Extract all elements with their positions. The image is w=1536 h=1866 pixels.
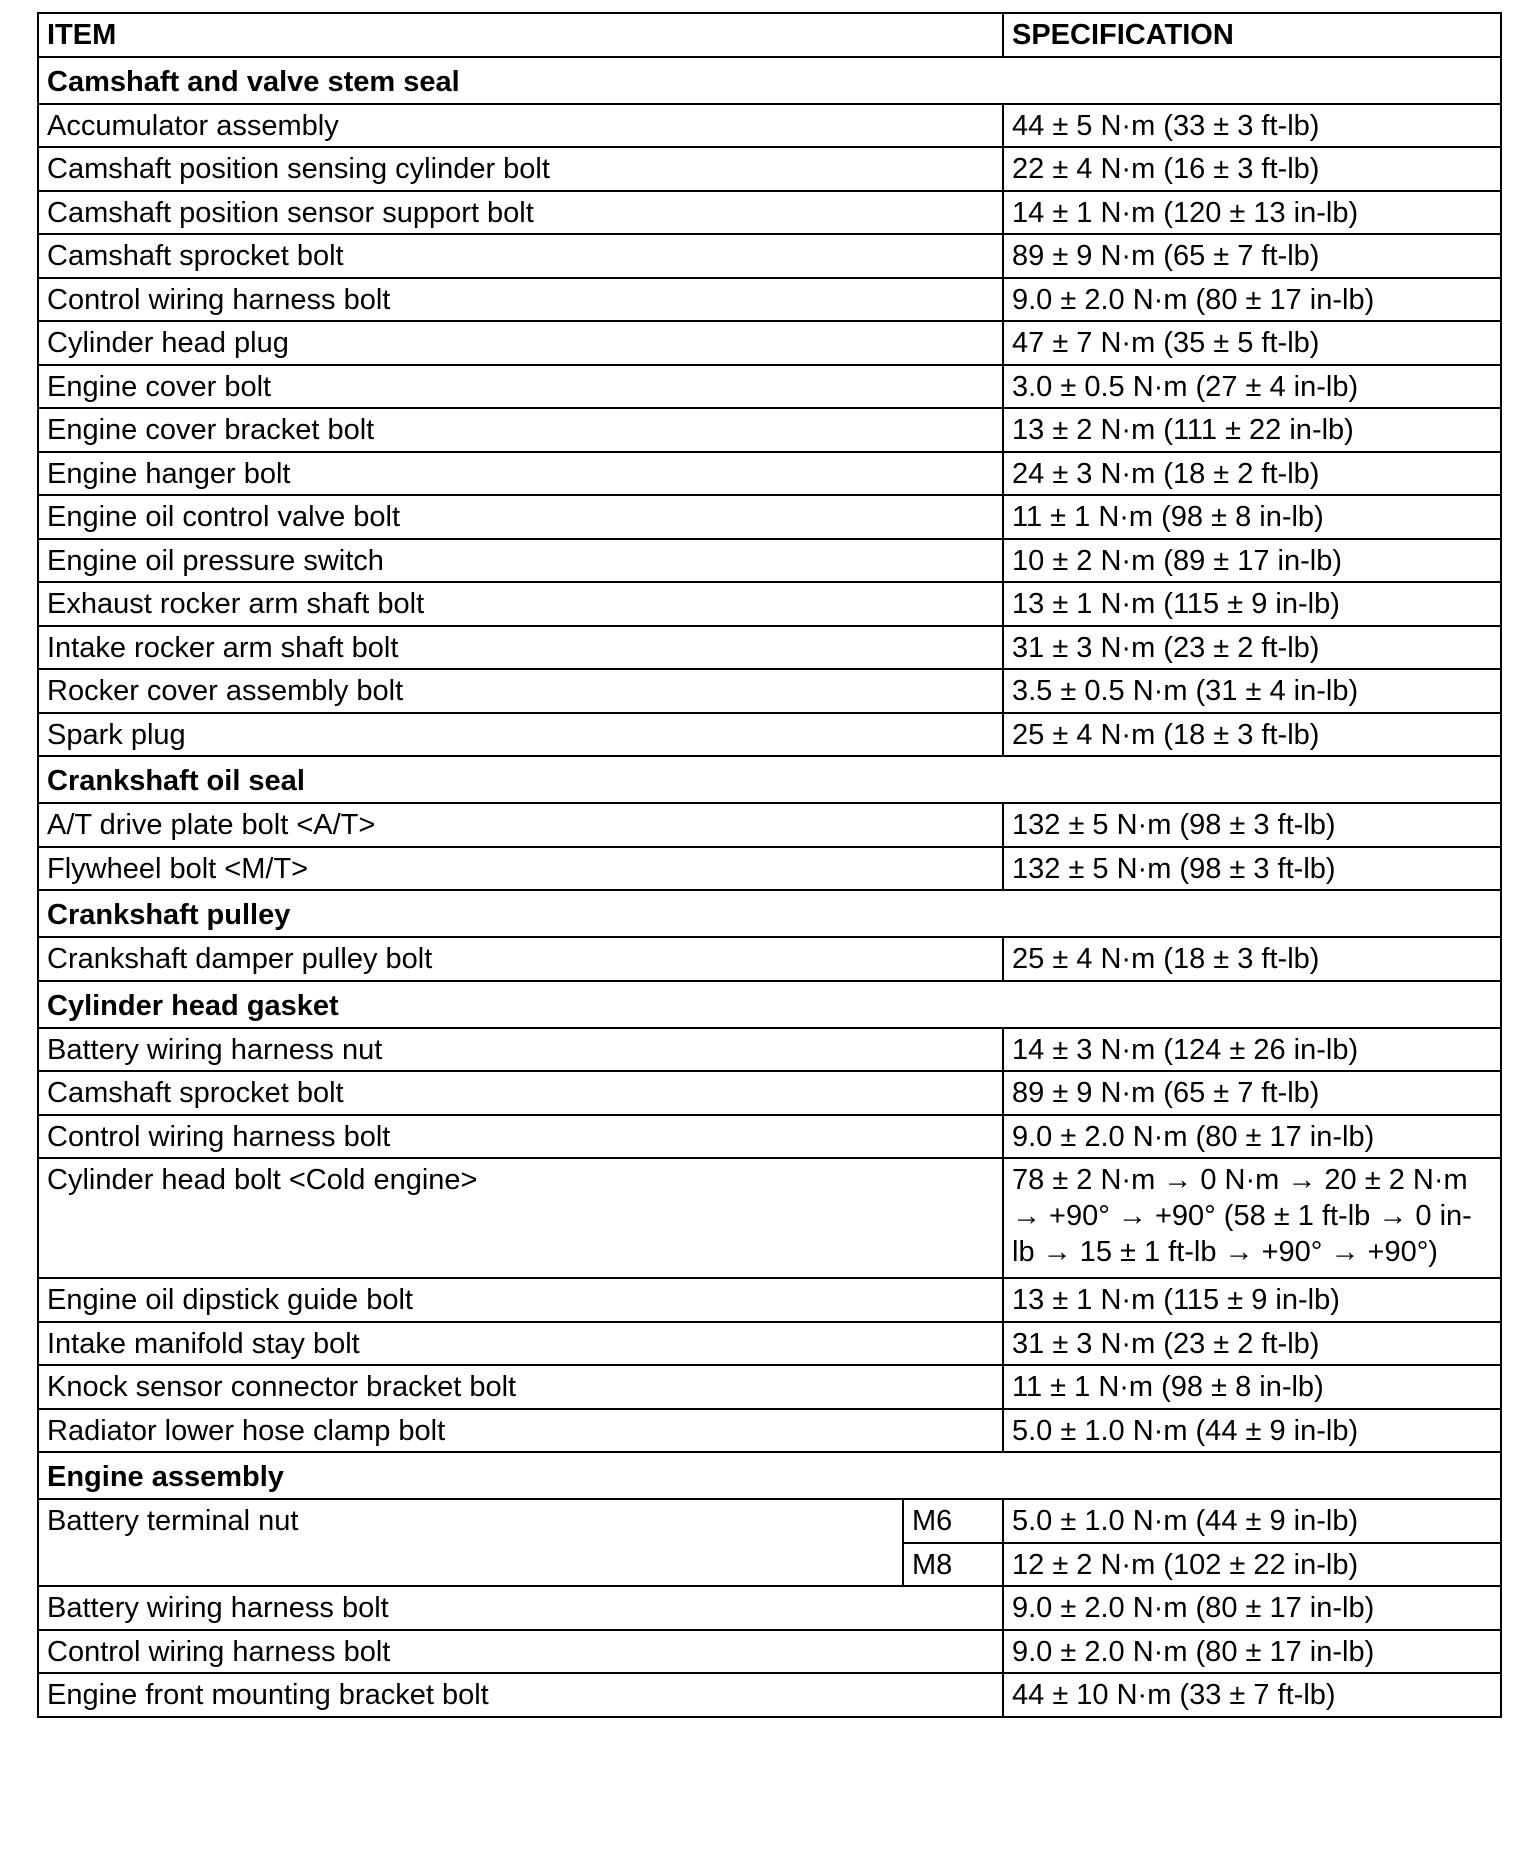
spec-cell: 44 ± 5 N·m (33 ± 3 ft-lb) <box>1003 104 1501 148</box>
table-row <box>38 1115 1501 1159</box>
spec-cell: 47 ± 7 N·m (35 ± 5 ft-lb) <box>1003 321 1501 365</box>
item-cell: Accumulator assembly <box>38 104 1003 148</box>
table-row <box>38 452 1501 496</box>
table-header-row <box>38 13 1501 57</box>
spec-cell: 3.0 ± 0.5 N·m (27 ± 4 in-lb) <box>1003 365 1501 409</box>
spec-cell: 13 ± 1 N·m (115 ± 9 in-lb) <box>1003 1278 1501 1322</box>
table-row <box>38 495 1501 539</box>
item-cell: A/T drive plate bolt <A/T> <box>38 803 1003 847</box>
table-row <box>38 408 1501 452</box>
table-row <box>38 1586 1501 1630</box>
table-row <box>38 1028 1501 1072</box>
section-title: Cylinder head gasket <box>38 981 1501 1028</box>
table-row <box>38 278 1501 322</box>
item-cell: Exhaust rocker arm shaft bolt <box>38 582 1003 626</box>
table-row <box>38 803 1501 847</box>
item-cell: Intake rocker arm shaft bolt <box>38 626 1003 670</box>
item-cell: Spark plug <box>38 713 1003 757</box>
item-cell: Engine oil pressure switch <box>38 539 1003 583</box>
specification-column-header: SPECIFICATION <box>1003 13 1501 57</box>
table-row <box>38 1365 1501 1409</box>
item-cell: Camshaft sprocket bolt <box>38 1071 1003 1115</box>
table-row <box>38 147 1501 191</box>
spec-cell: 9.0 ± 2.0 N·m (80 ± 17 in-lb) <box>1003 278 1501 322</box>
spec-cell: 14 ± 3 N·m (124 ± 26 in-lb) <box>1003 1028 1501 1072</box>
size-cell: M6 <box>903 1499 1003 1543</box>
spec-cell: 5.0 ± 1.0 N·m (44 ± 9 in-lb) <box>1003 1409 1501 1453</box>
item-cell: Camshaft position sensing cylinder bolt <box>38 147 1003 191</box>
section-row <box>38 756 1501 803</box>
table-row <box>38 321 1501 365</box>
torque-spec-table <box>37 12 1502 1718</box>
table-row <box>38 582 1501 626</box>
table-row <box>38 713 1501 757</box>
table-row <box>38 1322 1501 1366</box>
spec-cell: 25 ± 4 N·m (18 ± 3 ft-lb) <box>1003 937 1501 981</box>
size-cell: M8 <box>903 1543 1003 1587</box>
item-cell: Crankshaft damper pulley bolt <box>38 937 1003 981</box>
spec-cell: 22 ± 4 N·m (16 ± 3 ft-lb) <box>1003 147 1501 191</box>
table-row <box>38 1158 1501 1278</box>
spec-cell: 13 ± 2 N·m (111 ± 22 in-lb) <box>1003 408 1501 452</box>
item-column-header: ITEM <box>38 13 1003 57</box>
item-cell: Engine front mounting bracket bolt <box>38 1673 1003 1717</box>
item-cell: Engine oil dipstick guide bolt <box>38 1278 1003 1322</box>
item-cell: Flywheel bolt <M/T> <box>38 847 1003 891</box>
item-cell: Camshaft position sensor support bolt <box>38 191 1003 235</box>
spec-cell: 9.0 ± 2.0 N·m (80 ± 17 in-lb) <box>1003 1586 1501 1630</box>
spec-cell: 24 ± 3 N·m (18 ± 2 ft-lb) <box>1003 452 1501 496</box>
table-row <box>38 1499 1501 1543</box>
item-cell: Camshaft sprocket bolt <box>38 234 1003 278</box>
spec-cell: 11 ± 1 N·m (98 ± 8 in-lb) <box>1003 1365 1501 1409</box>
item-cell: Cylinder head bolt <Cold engine> <box>38 1158 1003 1278</box>
item-cell: Engine cover bracket bolt <box>38 408 1003 452</box>
section-title: Crankshaft pulley <box>38 890 1501 937</box>
section-title: Crankshaft oil seal <box>38 756 1501 803</box>
table-row <box>38 669 1501 713</box>
item-cell: Battery wiring harness nut <box>38 1028 1003 1072</box>
spec-cell: 31 ± 3 N·m (23 ± 2 ft-lb) <box>1003 1322 1501 1366</box>
table-row <box>38 365 1501 409</box>
table-row <box>38 1278 1501 1322</box>
table-row <box>38 626 1501 670</box>
table-row <box>38 1409 1501 1453</box>
table-row <box>38 191 1501 235</box>
table-row <box>38 1673 1501 1717</box>
table-row <box>38 1630 1501 1674</box>
item-cell: Cylinder head plug <box>38 321 1003 365</box>
section-row <box>38 981 1501 1028</box>
item-cell: Engine hanger bolt <box>38 452 1003 496</box>
spec-cell: 89 ± 9 N·m (65 ± 7 ft-lb) <box>1003 234 1501 278</box>
table-row <box>38 104 1501 148</box>
spec-cell: 9.0 ± 2.0 N·m (80 ± 17 in-lb) <box>1003 1115 1501 1159</box>
table-row <box>38 234 1501 278</box>
spec-cell: 13 ± 1 N·m (115 ± 9 in-lb) <box>1003 582 1501 626</box>
section-row <box>38 1452 1501 1499</box>
item-cell: Intake manifold stay bolt <box>38 1322 1003 1366</box>
spec-cell: 44 ± 10 N·m (33 ± 7 ft-lb) <box>1003 1673 1501 1717</box>
item-cell: Knock sensor connector bracket bolt <box>38 1365 1003 1409</box>
spec-cell: 11 ± 1 N·m (98 ± 8 in-lb) <box>1003 495 1501 539</box>
spec-cell: 132 ± 5 N·m (98 ± 3 ft-lb) <box>1003 803 1501 847</box>
section-row <box>38 890 1501 937</box>
spec-cell: 14 ± 1 N·m (120 ± 13 in-lb) <box>1003 191 1501 235</box>
item-cell: Control wiring harness bolt <box>38 278 1003 322</box>
item-cell: Engine oil control valve bolt <box>38 495 1003 539</box>
item-cell: Engine cover bolt <box>38 365 1003 409</box>
item-cell: Rocker cover assembly bolt <box>38 669 1003 713</box>
spec-cell: 3.5 ± 0.5 N·m (31 ± 4 in-lb) <box>1003 669 1501 713</box>
item-cell: Battery terminal nut <box>38 1499 903 1586</box>
table-row <box>38 539 1501 583</box>
spec-cell: 9.0 ± 2.0 N·m (80 ± 17 in-lb) <box>1003 1630 1501 1674</box>
spec-cell: 12 ± 2 N·m (102 ± 22 in-lb) <box>1003 1543 1501 1587</box>
item-cell: Control wiring harness bolt <box>38 1630 1003 1674</box>
spec-cell: 10 ± 2 N·m (89 ± 17 in-lb) <box>1003 539 1501 583</box>
item-cell: Radiator lower hose clamp bolt <box>38 1409 1003 1453</box>
table-row <box>38 847 1501 891</box>
table-row <box>38 937 1501 981</box>
item-cell: Control wiring harness bolt <box>38 1115 1003 1159</box>
table-row <box>38 1071 1501 1115</box>
section-row <box>38 57 1501 104</box>
spec-cell: 132 ± 5 N·m (98 ± 3 ft-lb) <box>1003 847 1501 891</box>
section-title: Engine assembly <box>38 1452 1501 1499</box>
spec-cell: 25 ± 4 N·m (18 ± 3 ft-lb) <box>1003 713 1501 757</box>
item-cell: Battery wiring harness bolt <box>38 1586 1003 1630</box>
spec-cell: 89 ± 9 N·m (65 ± 7 ft-lb) <box>1003 1071 1501 1115</box>
spec-cell: 31 ± 3 N·m (23 ± 2 ft-lb) <box>1003 626 1501 670</box>
spec-cell: 5.0 ± 1.0 N·m (44 ± 9 in-lb) <box>1003 1499 1501 1543</box>
spec-cell: 78 ± 2 N·m → 0 N·m → 20 ± 2 N·m → +90° → +90° (58 ± 1 ft-lb → 0 in-lb → 15 ± 1 ft-lb → +90° → +90°) <box>1003 1158 1501 1278</box>
section-title: Camshaft and valve stem seal <box>38 57 1501 104</box>
